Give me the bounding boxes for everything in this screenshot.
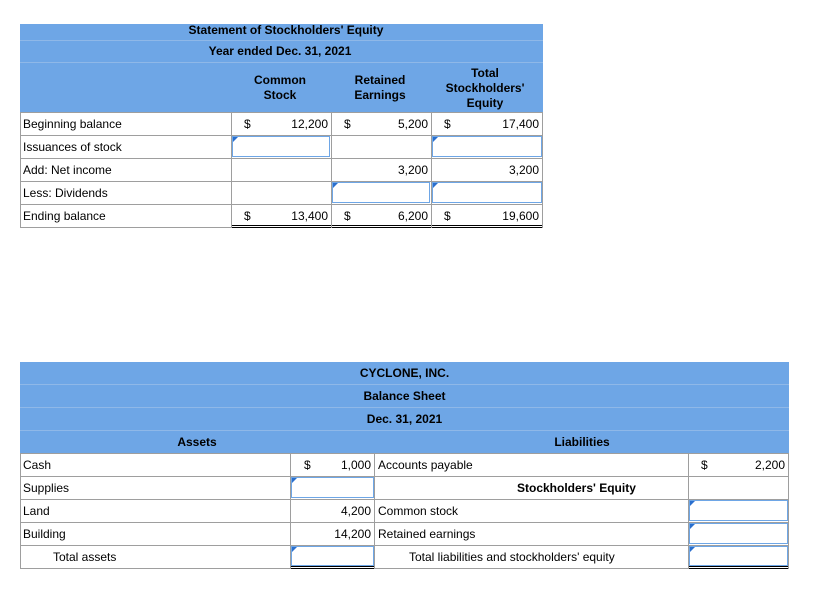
land-value: 4,200 bbox=[340, 504, 371, 518]
dollar-sign: $ bbox=[244, 209, 251, 223]
row-label-net-income: Add: Net income bbox=[23, 163, 112, 177]
beginning-total-value: 17,400 bbox=[502, 117, 539, 131]
company-name: CYCLONE, INC. bbox=[359, 366, 450, 380]
stockholders-equity-header: Stockholders' Equity bbox=[517, 481, 636, 495]
dividends-retained-input[interactable] bbox=[332, 182, 430, 203]
total-assets-input[interactable] bbox=[291, 546, 374, 566]
net-income-total-value: 3,200 bbox=[508, 163, 539, 177]
dollar-sign: $ bbox=[344, 117, 351, 131]
ending-common-value: 13,400 bbox=[291, 209, 328, 223]
asset-label-total-assets: Total assets bbox=[53, 550, 117, 564]
dividends-total-input[interactable] bbox=[432, 182, 542, 203]
row-label-ending-balance: Ending balance bbox=[23, 209, 106, 223]
building-value: 14,200 bbox=[334, 527, 371, 541]
dollar-sign: $ bbox=[244, 117, 251, 131]
beginning-common-value: 12,200 bbox=[291, 117, 328, 131]
accounts-payable-label: Accounts payable bbox=[378, 458, 473, 472]
dollar-sign: $ bbox=[304, 458, 311, 472]
col-header-common-stock: Common Stock bbox=[254, 73, 306, 102]
common-stock-input[interactable] bbox=[689, 500, 788, 521]
asset-label-land: Land bbox=[23, 504, 50, 518]
retained-earnings-input[interactable] bbox=[689, 523, 788, 544]
ending-retained-value: 6,200 bbox=[397, 209, 428, 223]
asset-label-supplies: Supplies bbox=[23, 481, 70, 495]
issuances-total-input[interactable] bbox=[432, 136, 542, 157]
dollar-sign: $ bbox=[444, 117, 451, 131]
row-label-dividends: Less: Dividends bbox=[23, 186, 108, 200]
net-income-retained-value: 3,200 bbox=[397, 163, 428, 177]
row-label-issuances: Issuances of stock bbox=[23, 140, 122, 154]
row-label-beginning-balance: Beginning balance bbox=[23, 117, 122, 131]
dollar-sign: $ bbox=[444, 209, 451, 223]
asset-label-building: Building bbox=[23, 527, 66, 541]
issuances-common-input[interactable] bbox=[232, 136, 330, 157]
asset-label-cash: Cash bbox=[23, 458, 52, 472]
balance-sheet-date: Dec. 31, 2021 bbox=[366, 412, 443, 426]
liabilities-header: Liabilities bbox=[554, 435, 610, 449]
equity-period: Year ended Dec. 31, 2021 bbox=[208, 44, 352, 58]
col-header-retained-earnings: Retained Earnings bbox=[354, 73, 406, 102]
common-stock-label: Common stock bbox=[378, 504, 459, 518]
accounts-payable-value: 2,200 bbox=[754, 458, 785, 472]
ending-total-value: 19,600 bbox=[502, 209, 539, 223]
dollar-sign: $ bbox=[344, 209, 351, 223]
retained-earnings-label: Retained earnings bbox=[378, 527, 476, 541]
supplies-input[interactable] bbox=[291, 477, 374, 498]
equity-title: Statement of Stockholders' Equity bbox=[188, 23, 384, 37]
total-liabilities-equity-label: Total liabilities and stockholders' equity bbox=[409, 550, 615, 564]
col-header-total-equity: Total Stockholders' Equity bbox=[445, 66, 525, 110]
beginning-retained-value: 5,200 bbox=[397, 117, 428, 131]
cash-value: 1,000 bbox=[340, 458, 371, 472]
dollar-sign: $ bbox=[701, 458, 708, 472]
balance-sheet-title: Balance Sheet bbox=[363, 389, 446, 403]
total-liabilities-equity-input[interactable] bbox=[689, 546, 788, 566]
assets-header: Assets bbox=[177, 435, 217, 449]
